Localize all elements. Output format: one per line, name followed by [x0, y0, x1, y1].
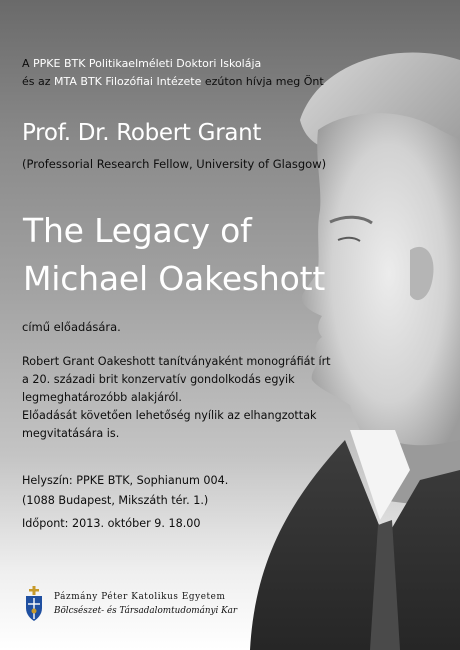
university-crest-icon: [22, 586, 46, 622]
doctoral-school-name: PPKE BTK Politikaelméleti Doktori Iskolája: [33, 57, 262, 70]
faculty-name: Bölcsészet- és Társadalomtudományi Kar: [54, 606, 238, 616]
lecture-title-line-2: Michael Oakeshott: [23, 259, 326, 298]
description-line: Előadását követően lehetőség nyílik az elhangzottak: [22, 409, 317, 422]
lecture-title: [23, 207, 325, 303]
address: (1088 Budapest, Mikszáth tér. 1.): [22, 493, 209, 507]
description-line: a 20. századi brit konzervatív gondolkodás egyik: [22, 373, 295, 386]
speaker-name: Prof. Dr. Robert Grant: [22, 120, 262, 146]
event-details: [22, 469, 228, 536]
venue: Helyszín: PPKE BTK, Sophianum 004.: [22, 474, 229, 487]
university-footer: [22, 586, 322, 626]
university-name: Pázmány Péter Katolikus Egyetem: [54, 592, 226, 602]
invitation-line-1: A PPKE BTK Politikaelméleti Doktori Iskolája: [22, 57, 262, 70]
institute-name: MTA BTK Filozófiai Intézete: [54, 75, 202, 88]
description-line: legmeghatározóbb alakjáról.: [22, 391, 182, 404]
invitation-line-2: és az MTA BTK Filozófiai Intézete ezúton hívja meg Önt: [22, 75, 324, 88]
speaker-affiliation: (Professorial Research Fellow, University of Glasgow): [22, 157, 327, 171]
description-line: Robert Grant Oakeshott tanítványaként monográfiát írt: [22, 355, 331, 368]
lecture-subtitle: című előadására.: [22, 320, 121, 334]
event-date: Időpont: 2013. október 9. 18.00: [22, 517, 201, 530]
lecture-title-line-1: The Legacy of: [23, 211, 252, 250]
invitation-text: [22, 55, 324, 91]
lecture-description: [22, 353, 331, 443]
description-line: megvitatására is.: [22, 427, 120, 440]
